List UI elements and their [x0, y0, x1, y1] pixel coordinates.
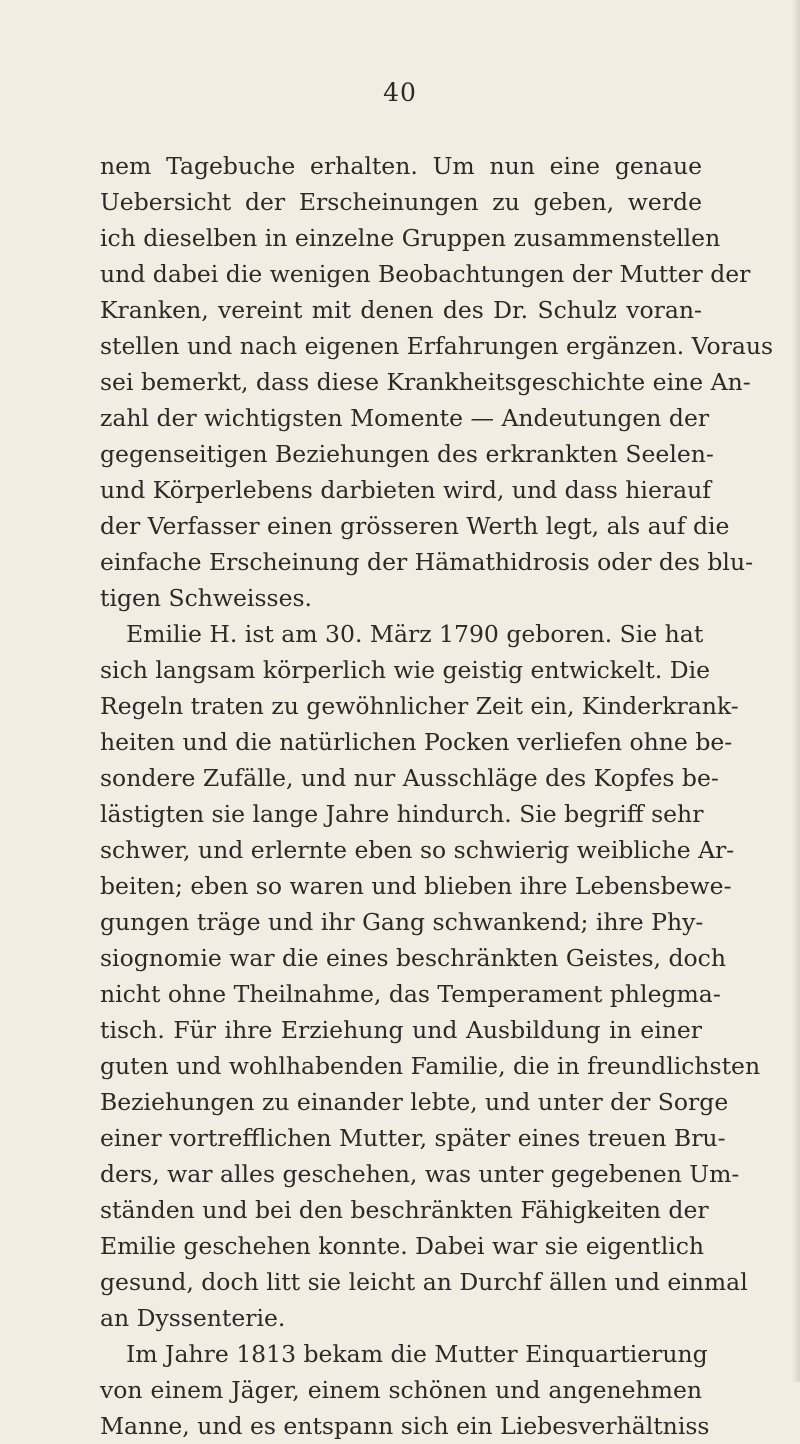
- text-line: stellen und nach eigenen Erfahrungen ergänzen. Voraus: [100, 332, 774, 360]
- text-line: gegenseitigen Beziehungen des erkrankten Seelen-: [100, 440, 714, 468]
- text-line: Emilie geschehen konnte. Dabei war sie eigentlich: [100, 1232, 705, 1260]
- text-line: Im Jahre 1813 bekam die Mutter Einquartierung: [126, 1340, 708, 1368]
- text-line: Regeln traten zu gewöhnlicher Zeit ein, Kinderkrank-: [100, 692, 739, 720]
- page-number: 40: [383, 78, 417, 107]
- text-line: Beziehungen zu einander lebte, und unter der Sorge: [100, 1088, 729, 1116]
- text-line: ständen und bei den beschränkten Fähigkeiten der: [100, 1196, 709, 1224]
- text-line: Emilie H. ist am 30. März 1790 geboren. Sie hat: [126, 620, 704, 648]
- text-line: nicht ohne Theilnahme, das Temperament phlegma-: [100, 980, 721, 1008]
- text-line: heiten und die natürlichen Pocken verliefen ohne be-: [100, 728, 733, 756]
- text-line: Uebersicht der Erscheinungen zu geben, werde: [100, 188, 702, 216]
- text-line: der Verfasser einen grösseren Werth legt, als auf die: [100, 512, 730, 540]
- text-line: nem Tagebuche erhalten. Um nun eine genaue: [100, 152, 702, 180]
- text-line: tisch. Für ihre Erziehung und Ausbildung in einer: [100, 1016, 702, 1044]
- text-line: schwer, und erlernte eben so schwierig weibliche Ar-: [100, 836, 735, 864]
- text-line: tigen Schweisses.: [100, 584, 313, 612]
- text-line: von einem Jäger, einem schönen und angenehmen: [100, 1376, 702, 1404]
- text-line: lästigten sie lange Jahre hindurch. Sie begriff sehr: [100, 800, 704, 828]
- text-line: ders, war alles geschehen, was unter gegebenen Um-: [100, 1160, 740, 1188]
- page-edge-shadow: [792, 0, 800, 1382]
- text-body: [100, 148, 774, 1444]
- text-line: sondere Zufälle, und nur Ausschläge des Kopfes be-: [100, 764, 719, 792]
- text-line: einfache Erscheinung der Hämathidrosis oder des blu-: [100, 548, 754, 576]
- text-line: beiten; eben so waren und blieben ihre Lebensbewe-: [100, 872, 732, 900]
- text-line: Manne, und es entspann sich ein Liebesverhältniss: [100, 1412, 710, 1440]
- text-line: an Dyssenterie.: [100, 1304, 286, 1332]
- text-line: und Körperlebens darbieten wird, und dass hierauf: [100, 476, 711, 504]
- text-line: guten und wohlhabenden Familie, die in freundlichsten: [100, 1052, 761, 1080]
- text-line: siognomie war die eines beschränkten Geistes, doch: [100, 944, 726, 972]
- text-line: zahl der wichtigsten Momente — Andeutungen der: [100, 404, 710, 432]
- text-line: sei bemerkt, dass diese Krankheitsgeschichte eine An-: [100, 368, 751, 396]
- text-line: ich dieselben in einzelne Gruppen zusammenstellen: [100, 224, 721, 252]
- text-line: sich langsam körperlich wie geistig entwickelt. Die: [100, 656, 711, 684]
- text-line: Kranken, vereint mit denen des Dr. Schulz voran-: [100, 296, 702, 324]
- text-line: gesund, doch litt sie leicht an Durchf ällen und einmal: [100, 1268, 748, 1296]
- text-line: und dabei die wenigen Beobachtungen der Mutter der: [100, 260, 751, 288]
- text-line: gungen träge und ihr Gang schwankend; ihre Phy-: [100, 908, 704, 936]
- text-line: einer vortrefflichen Mutter, später eines treuen Bru-: [100, 1124, 726, 1152]
